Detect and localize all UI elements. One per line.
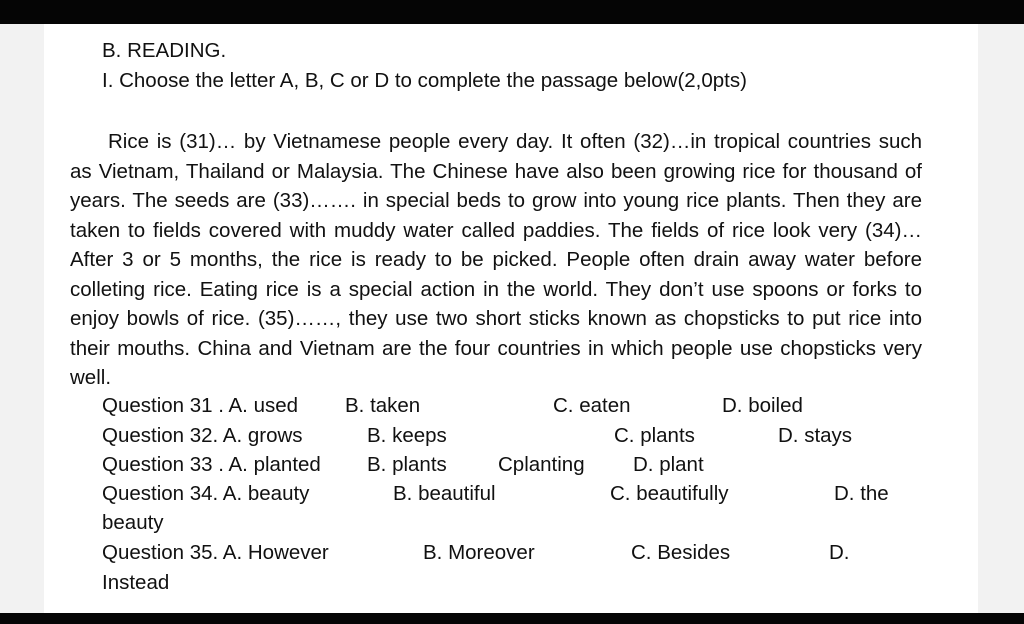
top-black-bar: [0, 0, 1024, 24]
question-34-option-b: B. beautiful: [393, 482, 496, 505]
passage-text: Rice is (31)… by Vietnamese people every day. It often (32)…in tropical countries such as Vietnam, Thailand or Malaysia. The Chinese have also been growing rice for thousand of years. The seeds are (33)……. in special beds to grow into young rice plants. Then they are taken to fields covered with muddy water called paddies. The fields of rice look very (34)…After 3 or 5 months, the rice is ready to be picked. People often drain away water before colleting rice. Eating rice is a special action in the world. They don’t use spoons or forks to enjoy bowls of rice. (35)……, they use two short sticks known as chopsticks to put rice into their mouths. China and Vietnam are the four countries in which people use chopsticks very well.: [70, 130, 922, 389]
question-33-option-a: Question 33 . A. planted: [102, 453, 321, 476]
question-32-option-b: B. keeps: [367, 424, 447, 447]
question-35-option-b: B. Moreover: [423, 541, 535, 564]
question-34-option-a: Question 34. A. beauty: [102, 482, 310, 505]
question-35-option-a: Question 35. A. However: [102, 541, 329, 564]
reading-passage: [70, 127, 922, 393]
section-title: B. READING.: [102, 39, 227, 62]
question-34-option-c: C. beautifully: [610, 482, 729, 505]
question-31-option-c: C. eaten: [553, 394, 631, 417]
question-35-option-d-continued: Instead: [102, 571, 170, 594]
question-32-option-a: Question 32. A. grows: [102, 424, 303, 447]
question-33-option-c: Cplanting: [498, 453, 585, 476]
bottom-black-bar: [0, 613, 1024, 624]
question-31-option-a: Question 31 . A. used: [102, 394, 299, 417]
question-35-option-d: D.: [829, 541, 850, 564]
question-33-option-b: B. plants: [367, 453, 447, 476]
question-33-option-d: D. plant: [633, 453, 704, 476]
question-34-option-d: D. the: [834, 482, 889, 505]
instruction-text: I. Choose the letter A, B, C or D to complete the passage below(2,0pts): [102, 69, 747, 92]
question-32-option-c: C. plants: [614, 424, 695, 447]
question-34-option-d-continued: beauty: [102, 511, 164, 534]
question-31-option-d: D. boiled: [722, 394, 803, 417]
question-35-option-c: C. Besides: [631, 541, 731, 564]
question-31-option-b: B. taken: [345, 394, 421, 417]
question-32-option-d: D. stays: [778, 424, 853, 447]
